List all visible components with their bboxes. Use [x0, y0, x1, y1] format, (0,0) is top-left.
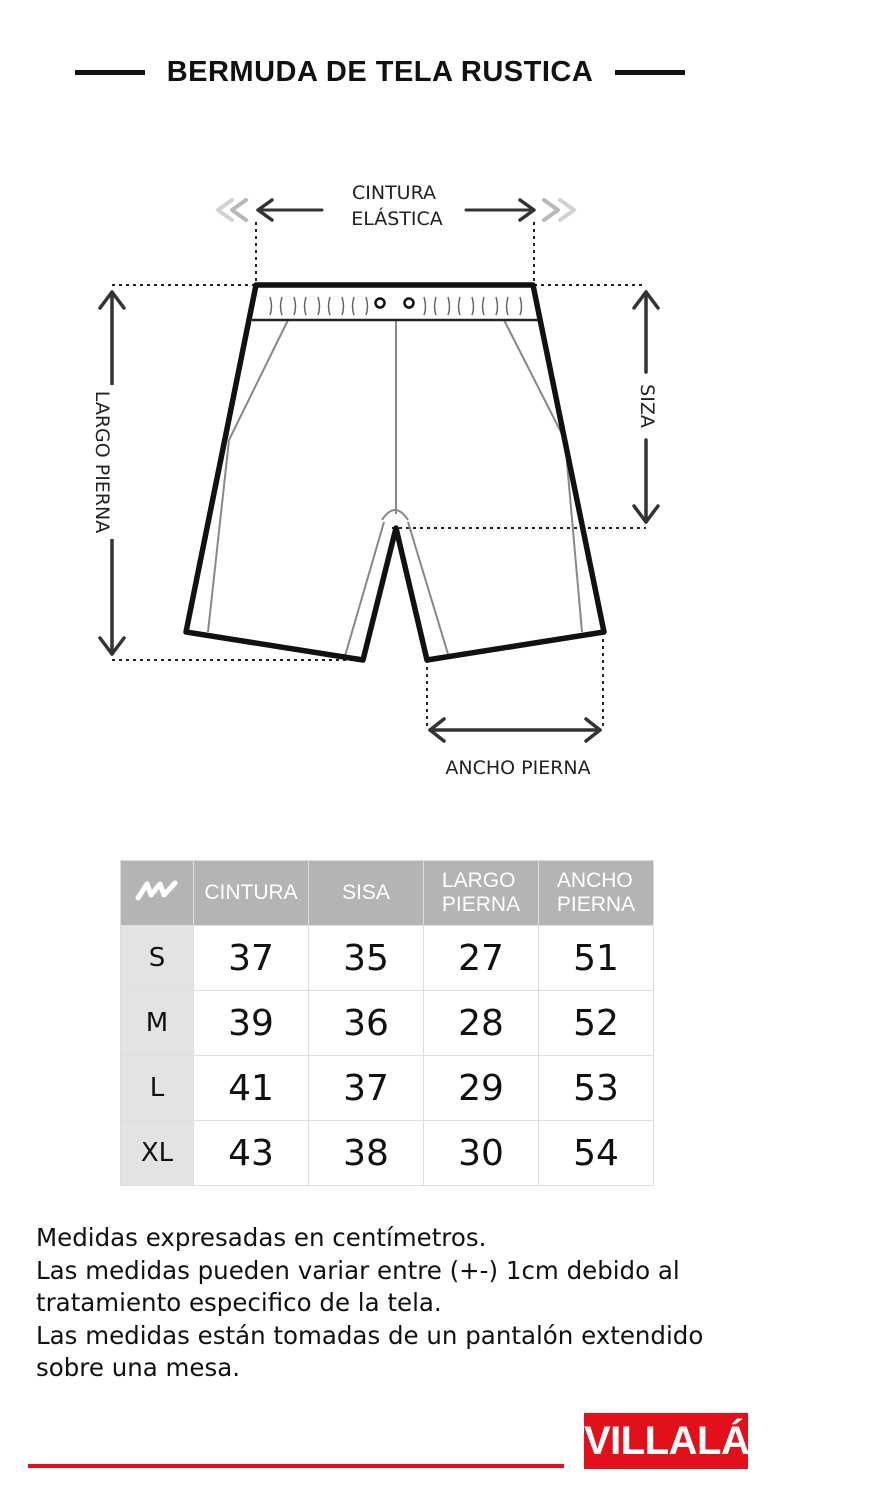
- note-line: sobre una mesa.: [36, 1353, 241, 1382]
- note-line: tratamiento especifico de la tela.: [36, 1288, 442, 1317]
- size-label: XL: [121, 1121, 194, 1186]
- elastic-gathers: [270, 297, 522, 315]
- title-rule-left: [75, 70, 145, 75]
- shorts-diagram: [0, 150, 895, 800]
- leg-length-label: [91, 385, 115, 539]
- size-table: [120, 860, 654, 1186]
- size-label: M: [121, 991, 194, 1056]
- column-header-cintura: CINTURA: [194, 861, 309, 926]
- brand-name: VILLALÁ: [584, 1419, 750, 1463]
- largo-pierna-value: 28: [424, 991, 539, 1056]
- ancho-pierna-value: 51: [539, 926, 654, 991]
- shorts-diagram-svg: [0, 150, 895, 800]
- column-header-ancho-pierna: ANCHO PIERNA: [539, 861, 654, 926]
- table-row: [121, 991, 654, 1056]
- ancho-pierna-value: 52: [539, 991, 654, 1056]
- size-label: L: [121, 1056, 194, 1121]
- brand-wave-icon: [135, 879, 179, 901]
- ancho-pierna-value: 54: [539, 1121, 654, 1186]
- note-line: Medidas expresadas en centímetros.: [36, 1223, 487, 1252]
- note-line: Las medidas pueden variar entre (+-) 1cm debido al: [36, 1255, 680, 1285]
- largo-pierna-value: 27: [424, 926, 539, 991]
- column-header-largo-pierna: LARGO PIERNA: [424, 861, 539, 926]
- table-row: [121, 1056, 654, 1121]
- largo-pierna-value: 29: [424, 1056, 539, 1121]
- brand-logo: [584, 1413, 758, 1469]
- cintura-value: 37: [194, 926, 309, 991]
- table-header-row: [121, 861, 654, 926]
- column-header-sisa: SISA: [309, 861, 424, 926]
- shorts-illustration: [186, 285, 604, 660]
- waist-label-line1: CINTURA: [351, 182, 437, 204]
- leg-width-label: ANCHO PIERNA: [445, 757, 591, 779]
- sisa-value: 37: [309, 1056, 424, 1121]
- drawstring-eyelet-right: [405, 299, 414, 308]
- measurement-notes: [36, 1222, 756, 1385]
- waist-label-line2: ELÁSTICA: [351, 208, 443, 230]
- footer-rule: [28, 1464, 564, 1468]
- ancho-pierna-value: 53: [539, 1056, 654, 1121]
- svg-text:LARGO PIERNA: LARGO PIERNA: [91, 390, 113, 534]
- cintura-value: 43: [194, 1121, 309, 1186]
- rise-label: SIZA: [636, 384, 658, 428]
- table-row: [121, 1121, 654, 1186]
- cintura-value: 41: [194, 1056, 309, 1121]
- sisa-value: 38: [309, 1121, 424, 1186]
- title-rule-right: [615, 70, 685, 75]
- table-row: [121, 926, 654, 991]
- largo-pierna-value: 30: [424, 1121, 539, 1186]
- leg-width-arrow: [430, 719, 600, 741]
- sisa-value: 36: [309, 991, 424, 1056]
- size-label: S: [121, 926, 194, 991]
- cintura-value: 39: [194, 991, 309, 1056]
- table-logo-cell: [121, 861, 194, 926]
- page-title: BERMUDA DE TELA RUSTICA: [166, 56, 594, 88]
- drawstring-eyelet-left: [376, 299, 385, 308]
- note-line: Las medidas están tomadas de un pantalón extendido: [36, 1320, 704, 1350]
- registered-mark: ®: [750, 1417, 758, 1428]
- sisa-value: 35: [309, 926, 424, 991]
